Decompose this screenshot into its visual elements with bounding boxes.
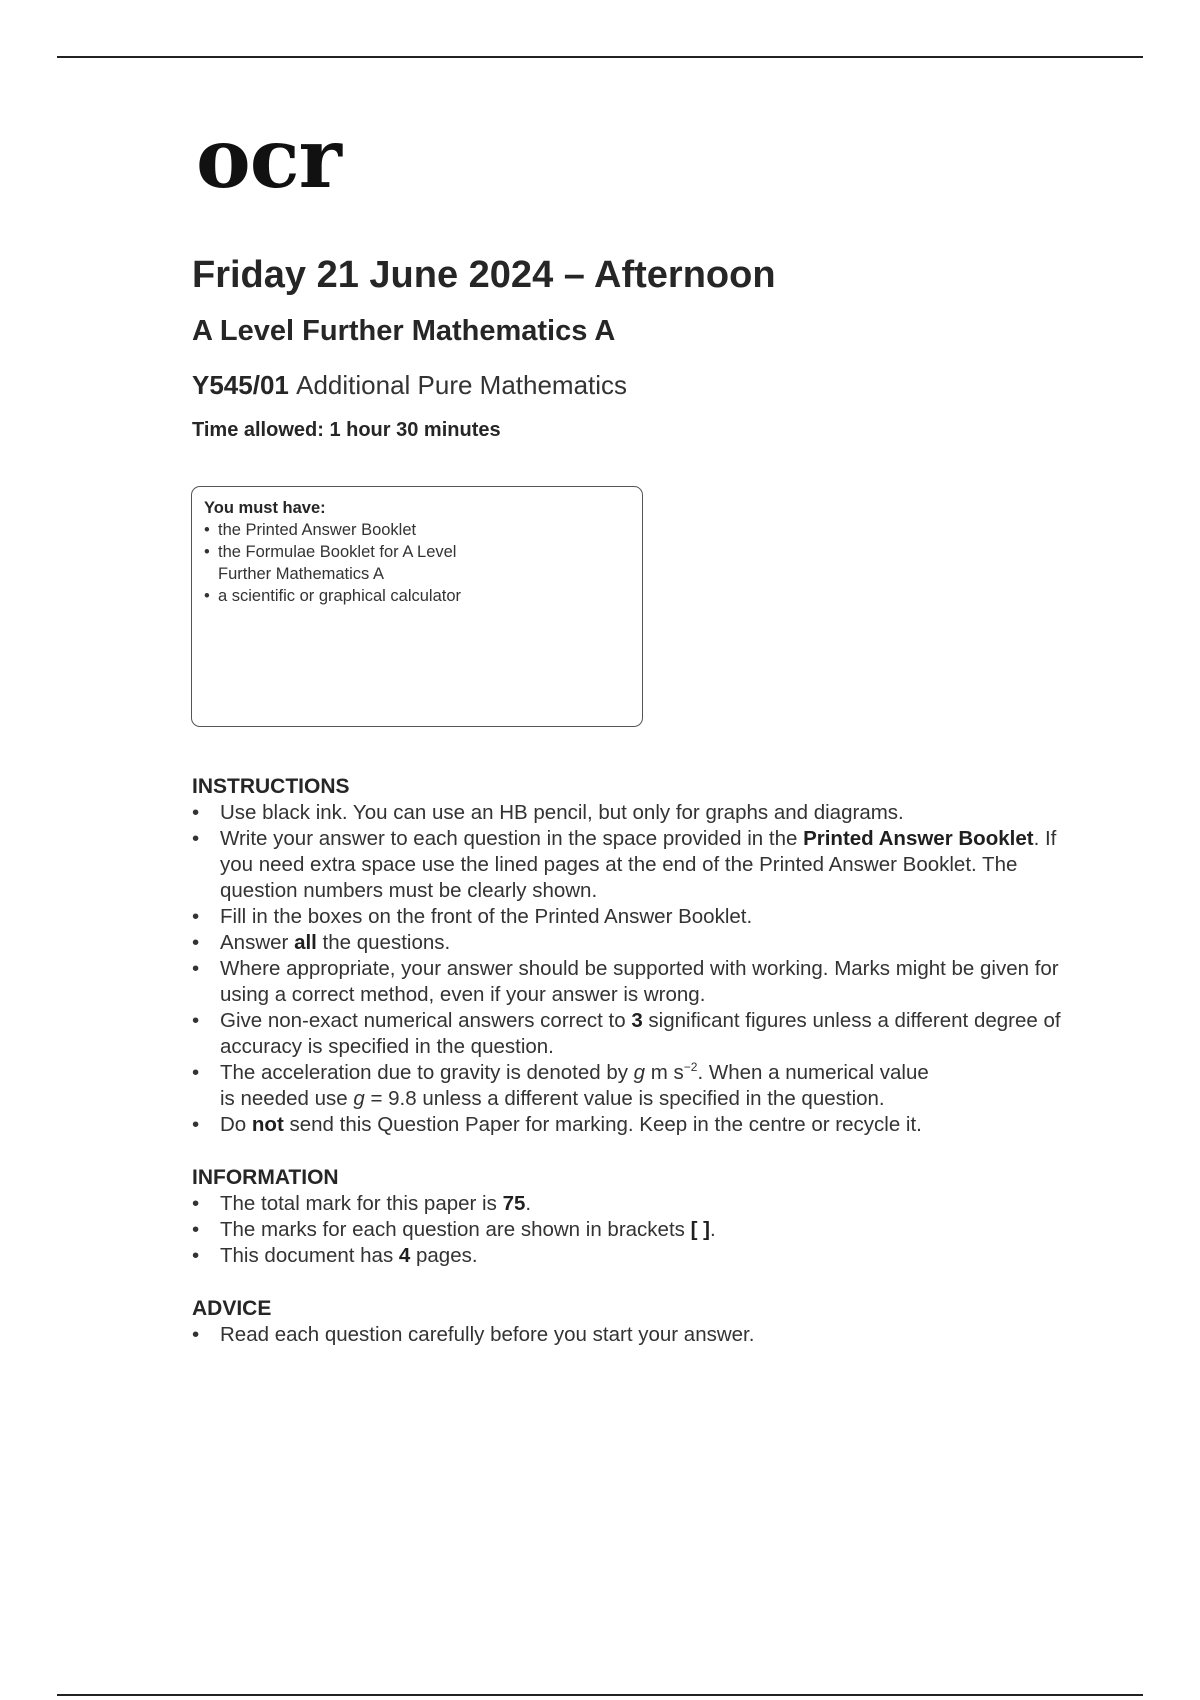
- gravity-symbol: g: [353, 1087, 365, 1110]
- must-have-item: • the Printed Answer Booklet: [204, 519, 624, 541]
- total-mark: 75: [502, 1192, 526, 1215]
- instruction-text: m s: [645, 1061, 684, 1084]
- must-have-heading: You must have:: [204, 499, 326, 517]
- bottom-rule: [57, 1694, 1143, 1696]
- instruction-item: [192, 1112, 1072, 1138]
- instruction-text: significant figures unless a different degree of accuracy is specified in the question.: [220, 1009, 1061, 1058]
- must-have-list: [204, 519, 630, 607]
- information-text: .: [525, 1192, 532, 1215]
- instruction-item: • Use black ink. You can use an HB pencil, but only for graphs and diagrams.: [192, 800, 1072, 826]
- information-text: The total mark for this paper is: [220, 1192, 503, 1215]
- unit-title: Additional Pure Mathematics: [296, 370, 628, 400]
- information-item: [192, 1217, 1072, 1243]
- information-text: This document has: [220, 1244, 399, 1267]
- instruction-item: [192, 930, 1072, 956]
- unit-line: [192, 370, 627, 401]
- instructions-list: [192, 800, 1072, 1138]
- instruction-text: Give non-exact numerical answers correct to: [220, 1009, 632, 1032]
- instruction-item: • Fill in the boxes on the front of the Printed Answer Booklet.: [192, 904, 1072, 930]
- instruction-text: = 9.8 unless a different value is specified in the question.: [364, 1087, 885, 1110]
- instruction-text: is needed use: [220, 1087, 354, 1110]
- advice-heading: ADVICE: [192, 1297, 272, 1320]
- instruction-text: the questions.: [316, 931, 451, 954]
- time-allowed: Time allowed: 1 hour 30 minutes: [192, 419, 501, 441]
- information-list: [192, 1191, 1072, 1269]
- qualification-title: A Level Further Mathematics A: [192, 315, 616, 347]
- gravity-symbol: g: [633, 1061, 646, 1084]
- instruction-item: [192, 826, 1072, 904]
- unit-code: Y545/01: [192, 370, 289, 400]
- instruction-item: [192, 1008, 1072, 1060]
- instruction-text: send this Question Paper for marking. Keep in the centre or recycle it.: [283, 1113, 922, 1136]
- instructions-section: [192, 774, 1072, 1138]
- must-have-box: [191, 486, 643, 727]
- information-item: [192, 1191, 1072, 1217]
- must-have-item: • a scientific or graphical calculator: [204, 585, 624, 607]
- instruction-text: Write your answer to each question in the space provided in the: [220, 827, 804, 850]
- advice-list: [192, 1322, 1072, 1348]
- ocr-logo: ocr: [196, 111, 341, 207]
- instruction-text: . If you need extra space use the lined pages at the end of the Printed Answer Booklet. The question numbers must be clearly shown.: [220, 827, 1057, 902]
- instruction-item: [192, 1060, 1072, 1112]
- brackets-symbol: [ ]: [690, 1218, 710, 1241]
- advice-section: [192, 1296, 1072, 1348]
- must-have-item: • the Formulae Booklet for A Level Further Mathematics A: [204, 541, 494, 585]
- instructions-heading: INSTRUCTIONS: [192, 775, 350, 798]
- unit-exponent: −2: [683, 1060, 698, 1075]
- instruction-text: The acceleration due to gravity is denoted by: [220, 1061, 634, 1084]
- information-section: [192, 1165, 1072, 1269]
- instruction-text: . When a numerical value: [697, 1061, 929, 1084]
- advice-item: • Read each question carefully before you start your answer.: [192, 1322, 1072, 1348]
- instruction-item: • Where appropriate, your answer should be supported with working. Marks might be given for using a correct method, even if your answer is wrong.: [192, 956, 1072, 1008]
- instruction-text: Answer: [220, 931, 295, 954]
- instruction-emphasis: not: [251, 1113, 284, 1136]
- exam-date: Friday 21 June 2024 – Afternoon: [192, 254, 776, 296]
- information-item: [192, 1243, 1072, 1269]
- information-heading: INFORMATION: [192, 1166, 339, 1189]
- information-text: .: [709, 1218, 716, 1241]
- instruction-emphasis: Printed Answer Booklet: [803, 827, 1034, 850]
- instruction-text: Do: [220, 1113, 252, 1136]
- information-text: pages.: [410, 1244, 478, 1267]
- top-rule: [57, 56, 1143, 58]
- page-count: 4: [398, 1244, 411, 1267]
- information-text: The marks for each question are shown in brackets: [220, 1218, 691, 1241]
- instruction-emphasis: all: [294, 931, 317, 954]
- instruction-emphasis: 3: [631, 1009, 643, 1032]
